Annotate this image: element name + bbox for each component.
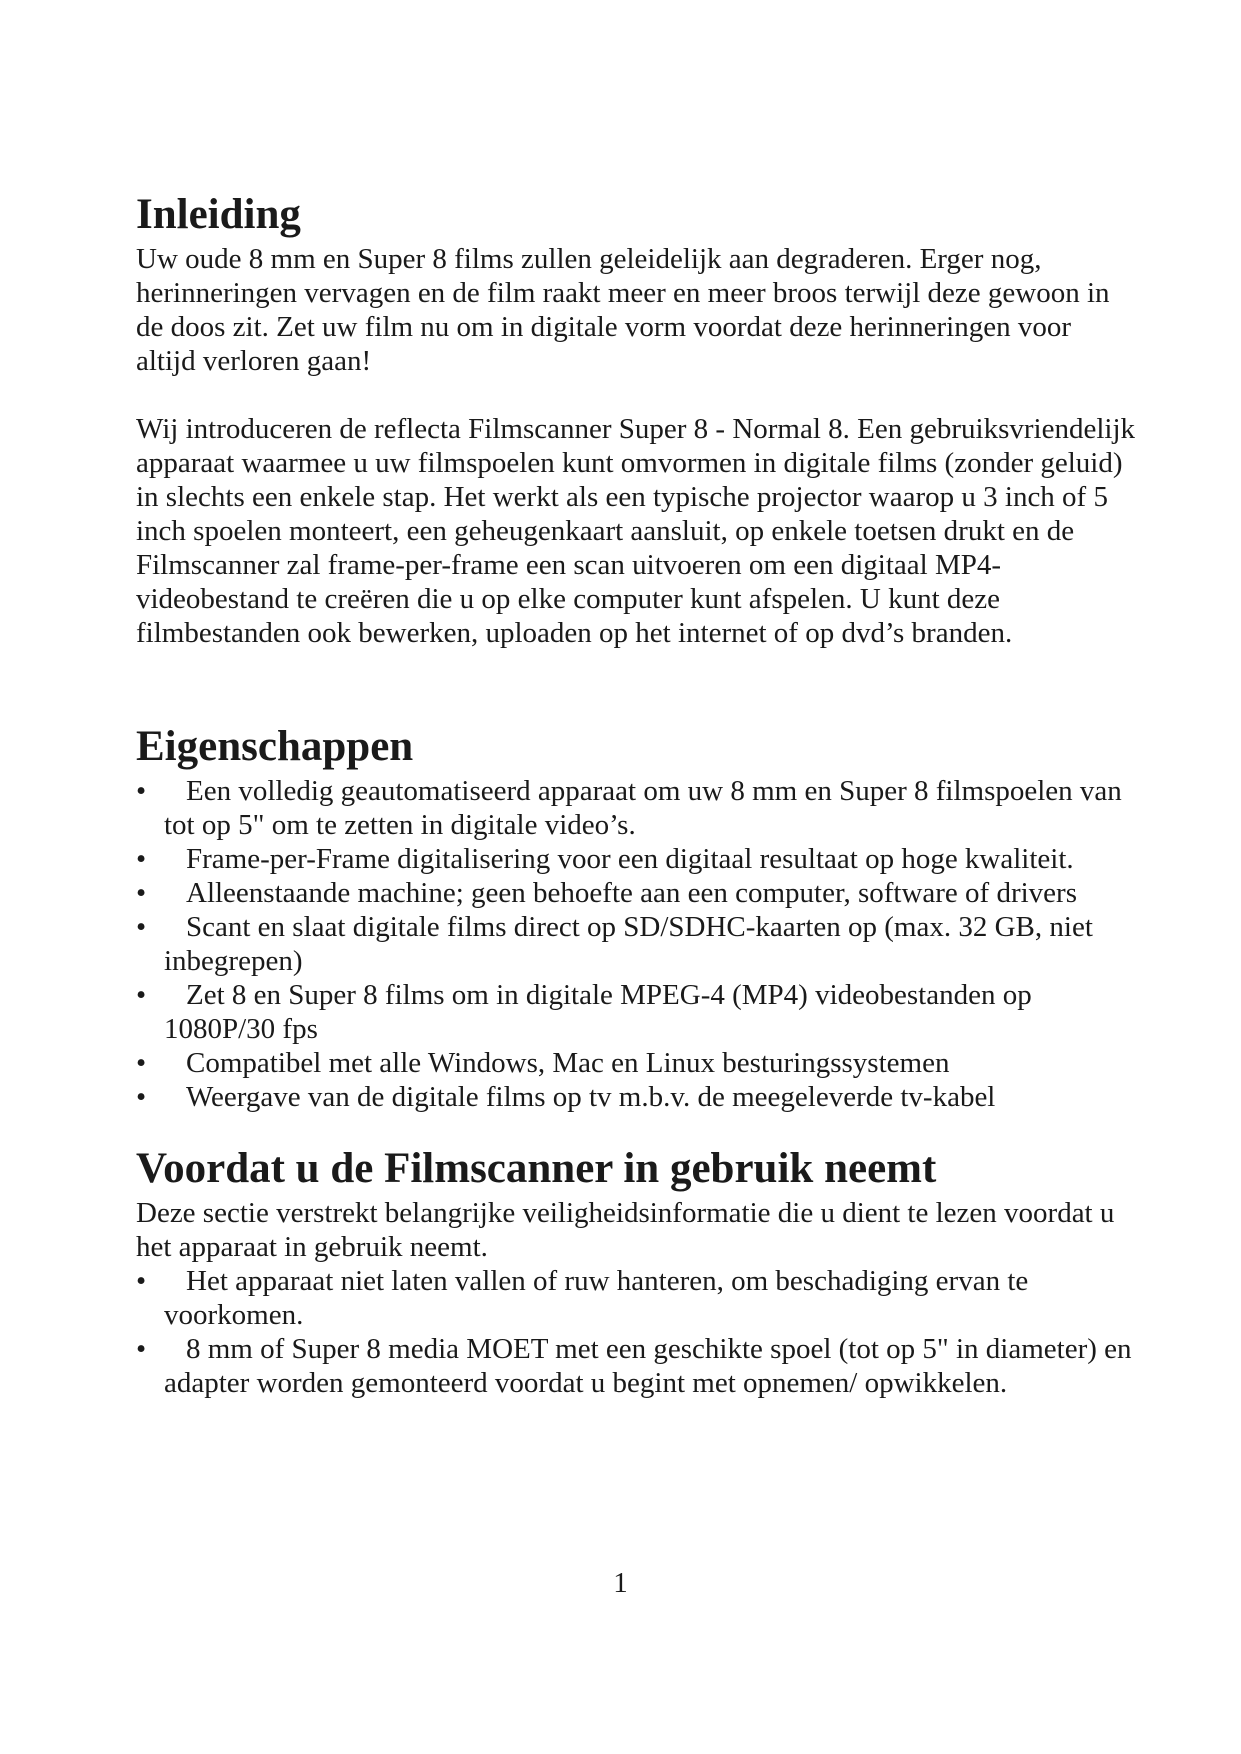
before-use-intro: Deze sectie verstrekt belangrijke veiligheidsinformatie die u dient te lezen voordat u het apparaat in gebruik neemt. (136, 1197, 1115, 1263)
list-item-text: Een volledig geautomatiseerd apparaat om uw 8 mm en Super 8 filmspoelen van tot op 5" om te zetten in digitale video’s. (164, 775, 1122, 841)
page-number: 1 (613, 1567, 628, 1599)
list-item (136, 1264, 1136, 1332)
bullet-icon: • (136, 1081, 147, 1113)
paragraph-spacer (136, 378, 1136, 412)
list-item-text: Scant en slaat digitale films direct op SD/SDHC-kaarten op (max. 32 GB, niet inbegrepen) (164, 911, 1093, 977)
list-item-text: Zet 8 en Super 8 films om in digitale MPEG-4 (MP4) videobestanden op 1080P/30 fps (164, 979, 1032, 1045)
list-item-text: Frame-per-Frame digitalisering voor een digitaal resultaat op hoge kwaliteit. (186, 843, 1074, 875)
bullet-icon: • (136, 1047, 147, 1079)
list-item (136, 876, 1136, 910)
bullet-icon: • (136, 1333, 147, 1365)
bullet-icon: • (136, 843, 147, 875)
list-item (136, 910, 1136, 978)
list-item-text: Het apparaat niet laten vallen of ruw hanteren, om beschadiging ervan te voorkomen. (164, 1265, 1029, 1331)
bullet-icon: • (136, 1265, 147, 1297)
list-item (136, 774, 1136, 842)
list-item-text: Alleenstaande machine; geen behoefte aan een computer, software of drivers (186, 877, 1077, 909)
intro-paragraph-1: Uw oude 8 mm en Super 8 films zullen geleidelijk aan degraderen. Erger nog, herinneringen vervagen en de film raakt meer en meer broos terwijl deze gewoon in de doos zit. Zet uw film nu om in digitale vorm voordat deze herinneringen voor altijd verloren gaan! (136, 243, 1110, 377)
section-spacer (136, 650, 1136, 722)
bullet-icon: • (136, 877, 147, 909)
safety-list (136, 1264, 1136, 1400)
heading-eigenschappen: Eigenschappen (136, 723, 414, 770)
intro-paragraph-2: Wij introduceren de reflecta Filmscanner Super 8 - Normal 8. Een gebruiksvriendelijk apparaat waarmee u uw filmspoelen kunt omvormen in digitale films (zonder geluid) in slechts een enkele stap. Het werkt als een typische projector waarop u 3 inch of 5 inch spoelen monteert, een geheugenkaart aansluit, op enkele toetsen drukt en de Filmscanner zal frame-per-frame een scan uitvoeren om een digitaal MP4-videobestand te creëren die u op elke computer kunt afspelen. U kunt deze filmbestanden ook bewerken, uploaden op het internet of op dvd’s branden. (136, 413, 1135, 649)
list-item (136, 842, 1136, 876)
list-item-text: Compatibel met alle Windows, Mac en Linux besturingssystemen (186, 1047, 950, 1079)
bullet-icon: • (136, 775, 147, 807)
list-item-text: Weergave van de digitale films op tv m.b.v. de meegeleverde tv-kabel (186, 1081, 996, 1113)
section-spacer (136, 1114, 1136, 1144)
list-item (136, 1046, 1136, 1080)
list-item (136, 978, 1136, 1046)
features-list (136, 774, 1136, 1114)
list-item (136, 1332, 1136, 1400)
heading-inleiding: Inleiding (136, 191, 301, 238)
heading-voordat-gebruik: Voordat u de Filmscanner in gebruik neemt (136, 1145, 937, 1192)
bullet-icon: • (136, 979, 147, 1011)
bullet-icon: • (136, 911, 147, 943)
list-item-text: 8 mm of Super 8 media MOET met een geschikte spoel (tot op 5" in diameter) en adapter worden gemonteerd voordat u begint met opnemen/ opwikkelen. (164, 1333, 1132, 1399)
document-page (136, 190, 1136, 1400)
list-item (136, 1080, 1136, 1114)
